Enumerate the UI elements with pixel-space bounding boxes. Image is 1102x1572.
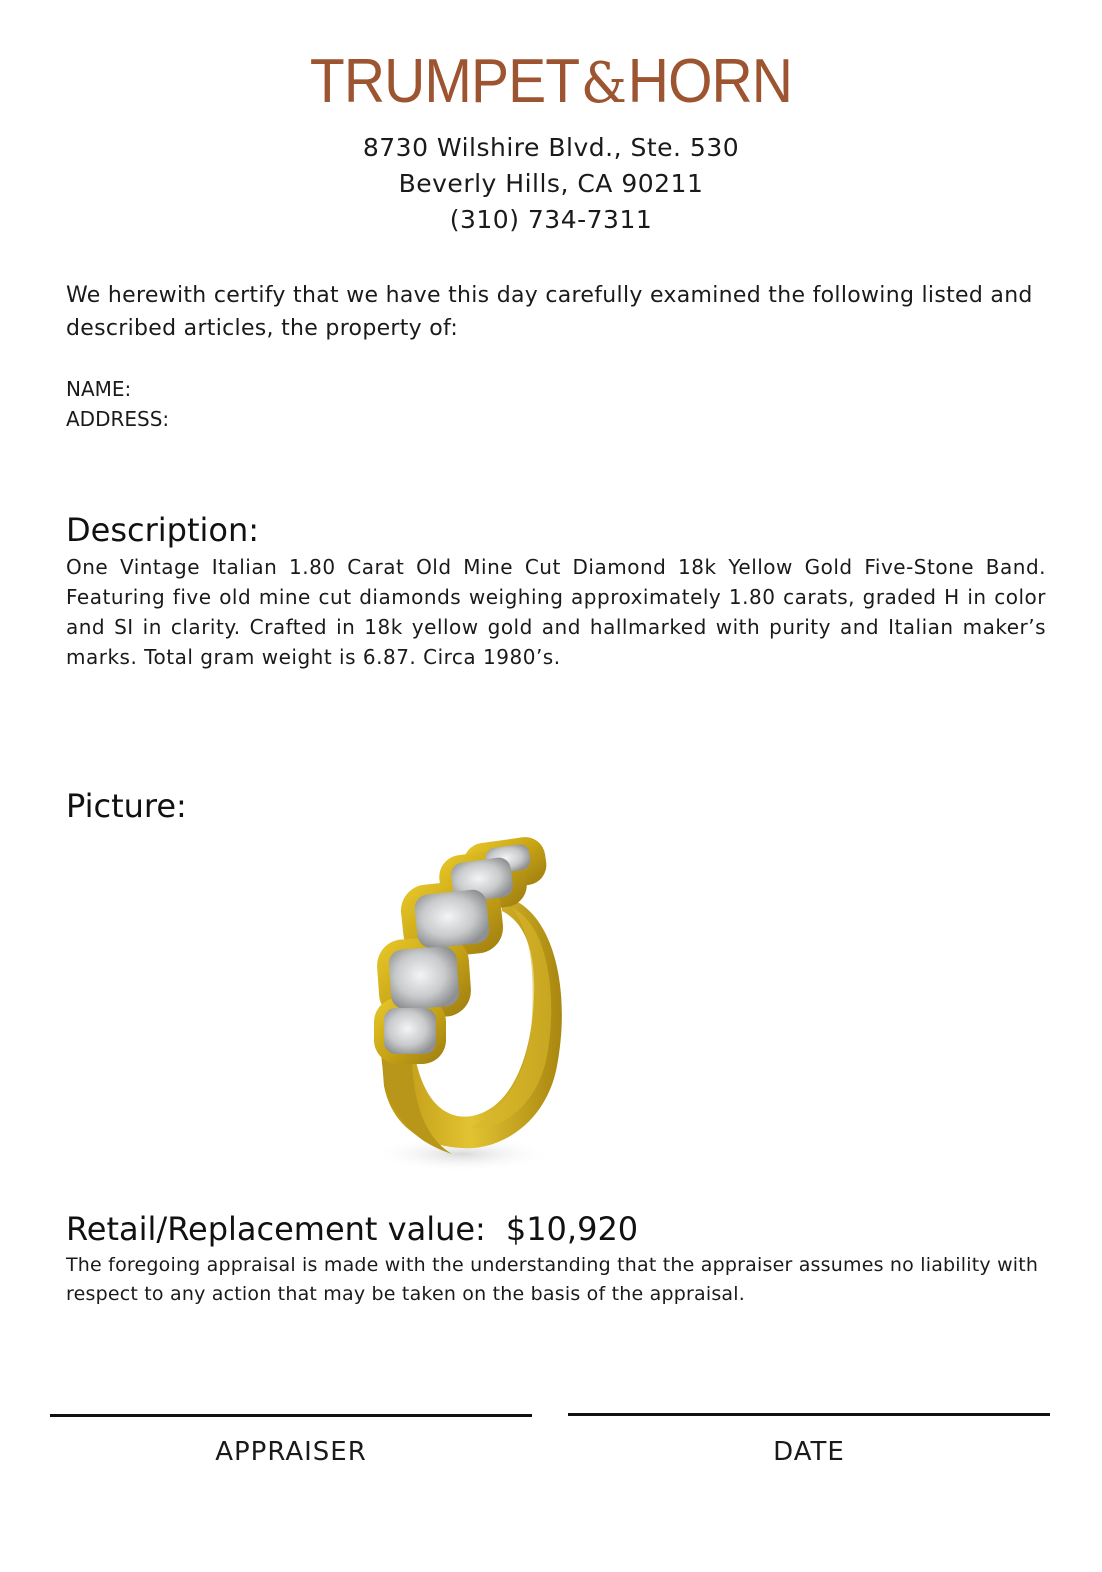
address-street: 8730 Wilshire Blvd., Ste. 530 — [362, 133, 740, 162]
date-signature-line — [568, 1413, 1050, 1416]
appraiser-label: APPRAISER — [215, 1437, 367, 1467]
brand-name-left: TRUMPET — [309, 47, 580, 116]
value-label: Retail/Replacement value: — [66, 1210, 486, 1248]
valuation-row — [66, 1208, 638, 1250]
phone-number: (310) 734-7311 — [449, 205, 653, 234]
ring-image — [352, 836, 588, 1176]
description-text: One Vintage Italian 1.80 Carat Old Mine Cut Diamond 18k Yellow Gold Five-Stone Band. Featuring five old mine cut diamonds weighing approximately 1.80 carats, graded H in color and SI in clarity. Crafted in 18k yellow gold and hallmarked with purity and Italian maker’s marks. Total gram weight is 6.87. Circa 1980’s. — [66, 555, 1046, 669]
brand-logo — [44, 48, 1058, 118]
appraiser-signature-line — [50, 1414, 532, 1417]
brand-ampersand: & — [581, 51, 626, 116]
value-amount: $10,920 — [505, 1210, 639, 1248]
date-label: DATE — [773, 1437, 845, 1467]
picture-heading: Picture: — [66, 787, 187, 825]
brand-name-right: HORN — [627, 47, 793, 116]
certification-intro: We herewith certify that we have this day carefully examined the following listed and described articles, the property of: — [66, 283, 1033, 341]
address-label: ADDRESS: — [66, 407, 170, 431]
company-address — [0, 130, 1102, 238]
owner-fields — [66, 374, 169, 434]
liability-disclaimer: The foregoing appraisal is made with the understanding that the appraiser assumes no liability with respect to any action that may be taken on the basis of the appraisal. — [66, 1254, 1039, 1305]
name-label: NAME: — [66, 377, 132, 401]
description-heading: Description: — [66, 511, 260, 549]
address-city: Beverly Hills, CA 90211 — [398, 169, 704, 198]
